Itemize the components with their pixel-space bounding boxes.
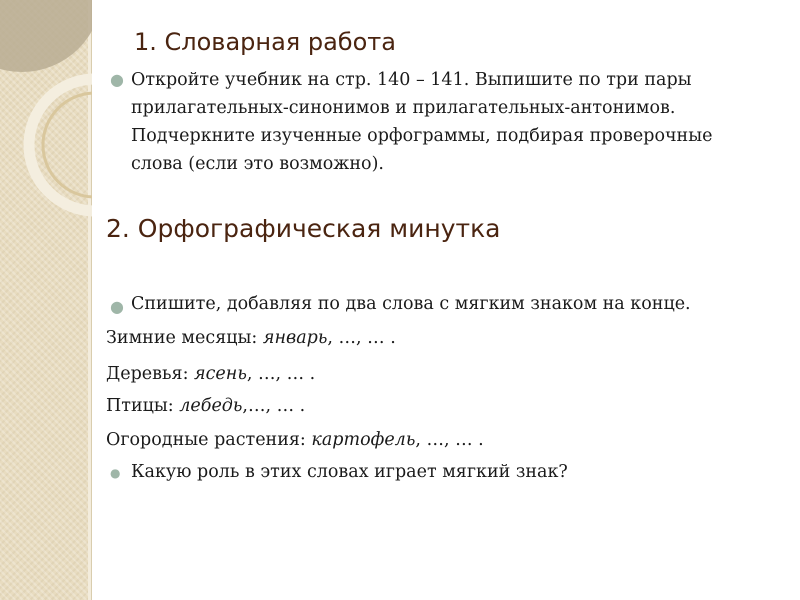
section-1-line: прилагательных-синонимов и прилагательных-антонимов. (131, 98, 676, 118)
section-1-line: Откройте учебник на стр. 140 – 141. Выпишите по три пары (131, 70, 692, 90)
row-tail: , …, … . (246, 364, 316, 384)
bullet-icon: ● (110, 70, 124, 89)
section-1-title: 1. Словарная работа (134, 28, 396, 56)
section-1-text (131, 66, 751, 178)
row-example: январь (262, 328, 328, 348)
row-tail: , …, … . (327, 328, 396, 348)
row-tail: , …, … . (415, 430, 484, 450)
section-1-line: слова (если это возможно). (131, 154, 384, 174)
row-label: Огородные растения: (106, 430, 306, 450)
row-example: лебедь (179, 396, 243, 416)
section-2-instruction: Спишите, добавляя по два слова с мягким знаком на конце. (131, 294, 691, 314)
row-example: ясень (194, 364, 247, 384)
list-item (106, 364, 315, 384)
list-item (106, 430, 484, 450)
ring-inner-shape (43, 93, 92, 197)
row-label: Деревья: (106, 364, 189, 384)
row-label: Зимние месяцы: (106, 328, 258, 348)
large-circle-shape (0, 0, 92, 72)
section-2-title: 2. Орфографическая минутка (106, 214, 501, 243)
row-label: Птицы: (106, 396, 174, 416)
bullet-icon: ● (110, 297, 124, 316)
list-item (106, 396, 305, 416)
list-item (106, 328, 396, 348)
closing-question: Какую роль в этих словах играет мягкий знак? (131, 462, 568, 482)
ring-outer-shape (29, 79, 92, 211)
decorative-circles-graphic (0, 0, 92, 230)
section-1-line: Подчеркните изученные орфограммы, подбирая проверочные (131, 126, 713, 146)
row-tail: ,…, … . (242, 396, 306, 416)
row-example: картофель (311, 430, 416, 450)
bullet-icon: ● (110, 466, 121, 480)
